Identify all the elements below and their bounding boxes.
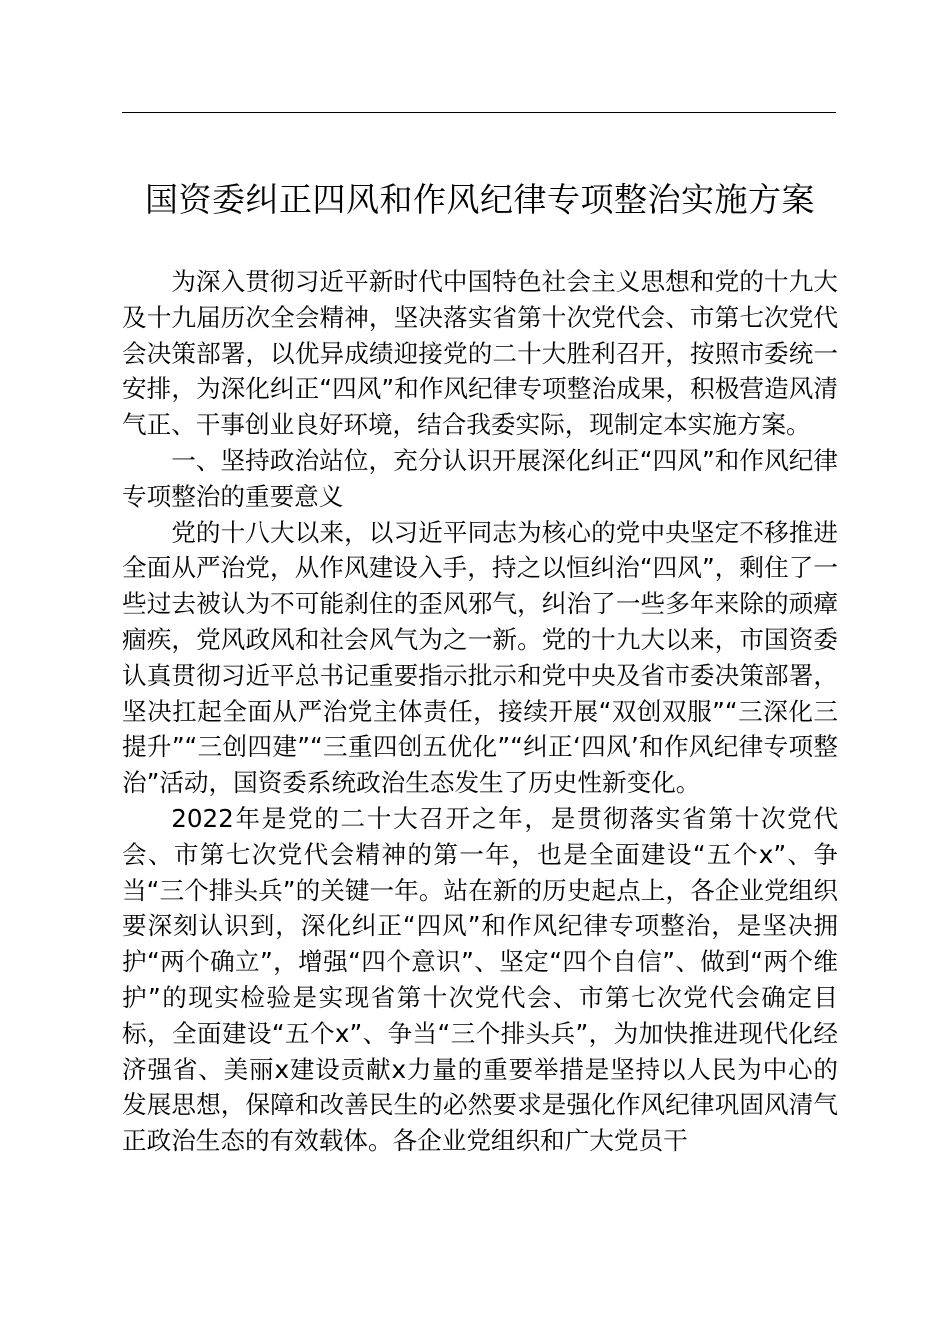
section-heading-1: 一、坚持政治站位，充分认识开展深化纠正“四风”和作风纪律专项整治的重要意义: [122, 445, 838, 511]
paragraph-background: 党的十八大以来，以习近平同志为核心的党中央坚定不移推进全面从严治党，从作风建设入手，持之以恒纠治“四风”，剩住了一些过去被认为不可能刹住的歪风邪气，纠治了一些多年来除的顽瘴痼疾，党风政风和社会风气为之一新。党的十九大以来，市国资委认真贯彻习近平总书记重要指示批示和党中央及省市委决策部署，坚决扛起全面从严治党主体责任，接续开展“双创双服”“三深化三提升”“三创四建”“三重四创五优化”“纠正‘四风’和作风纪律专项整治”活动，国资委系统政治生态发生了历史性新变化。: [122, 517, 838, 798]
paragraph-2022: 2022年是党的二十大召开之年，是贯彻落实省第十次党代会、市第七次党代会精神的第一年，也是全面建设“五个x”、争当“三个排头兵”的关键一年。站在新的历史起点上，各企业党组织要深刻认识到，深化纠正“四风”和作风纪律专项整治，是坚决拥护“两个确立”，增强“四个意识”、坚定“四个自信”、做到“两个维护”的现实检验是实现省第十次党代会、市第七次党代会确定目标，全面建设“五个x”、争当“三个排头兵”，为加快推进现代化经济强省、美丽x建设贡献x力量的重要举措是坚持以人民为中心的发展思想，保障和改善民生的必然要求是强化作风纪律巩固风清气正政治生态的有效载体。各企业党组织和广大党员干: [122, 803, 838, 1156]
header-rule: [122, 112, 836, 113]
document-title: 国资委纠正四风和作风纪律专项整治实施方案: [145, 180, 815, 219]
paragraph-intro: 为深入贯彻习近平新时代中国特色社会主义思想和党的十九大及十九届历次全会精神，坚决落实省第十次党代会、市第七次党代会决策部署，以优异成绩迎接党的二十大胜利召开，按照市委统一安排，为深化纠正“四风”和作风纪律专项整治成果，积极营造风清气正、干事创业良好环境，结合我委实际，现制定本实施方案。: [122, 267, 838, 440]
document-body: [122, 264, 838, 1159]
